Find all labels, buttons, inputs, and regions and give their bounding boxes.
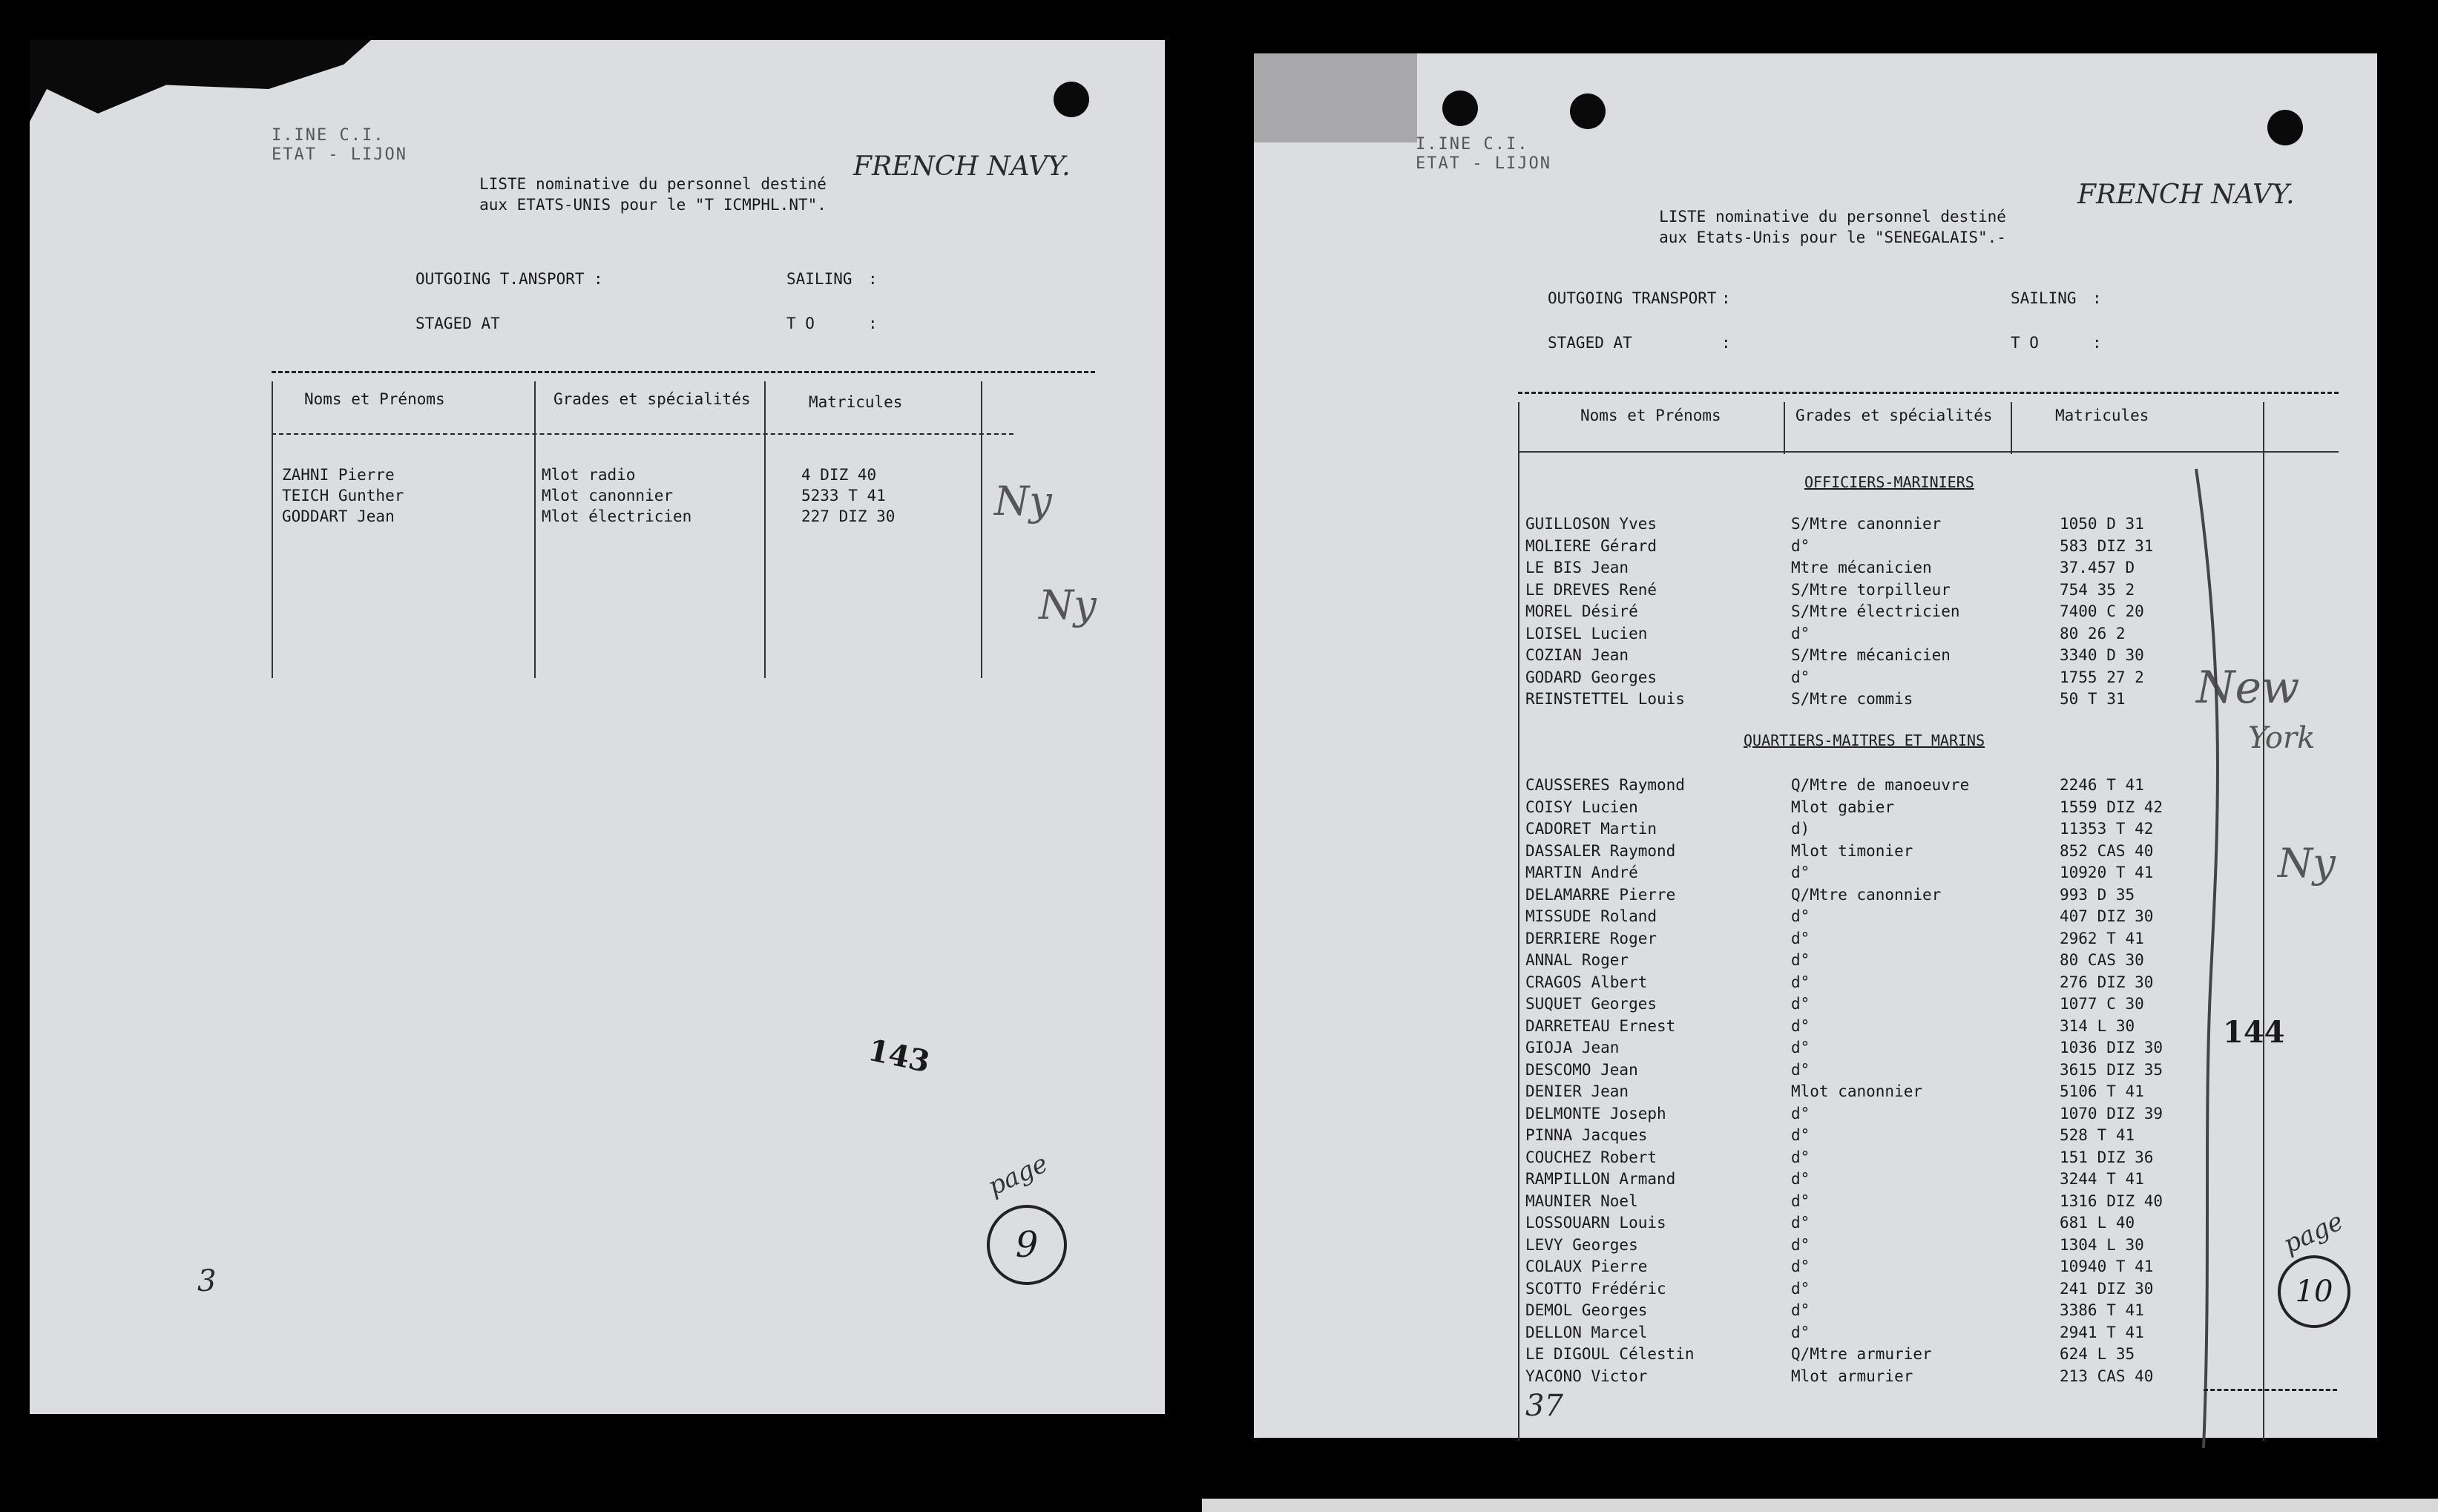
punch-hole	[1570, 93, 1606, 129]
cell-grade: S/Mtre commis	[1791, 690, 1913, 708]
cell-mat: 1070 DIZ 39	[2060, 1104, 2163, 1123]
cell-grade: d°	[1791, 973, 1810, 991]
cell-name: CADORET Martin	[1525, 820, 1657, 838]
cell-mat: 1755 27 2	[2060, 668, 2144, 686]
handwritten-initials: Ny	[994, 478, 1052, 525]
staged-at-label: STAGED AT	[415, 315, 500, 332]
header-grades: Grades et spécialités	[1795, 407, 1993, 424]
cell-mat: 528 T 41	[2060, 1126, 2135, 1144]
cell-name: COUCHEZ Robert	[1525, 1148, 1657, 1166]
cell-name: GODARD Georges	[1525, 668, 1657, 686]
smudge	[1254, 53, 1417, 142]
cell-grade: d°	[1791, 624, 1810, 642]
outgoing-transport-label: OUTGOING T.ANSPORT	[415, 270, 585, 288]
cell-grade: d°	[1791, 1235, 1810, 1254]
cell-name: CAUSSERES Raymond	[1525, 776, 1685, 794]
circled-page-number: 9	[987, 1205, 1067, 1285]
list-title: LISTE nominative du personnel destiné aux ETATS-UNIS pour le "T ICMPHL.NT".	[479, 175, 827, 214]
handwritten-page-label: page	[2278, 1206, 2348, 1260]
cell-mat: 1304 L 30	[2060, 1235, 2144, 1254]
cell-name: DERRIERE Roger	[1525, 929, 1657, 947]
cell-name: LEVY Georges	[1525, 1235, 1638, 1254]
cell-grade: d°	[1791, 1258, 1810, 1275]
cell-name: LE DREVES René	[1525, 580, 1657, 599]
cell-mat: 754 35 2	[2060, 580, 2135, 599]
cell-name: MISSUDE Roland	[1525, 907, 1657, 925]
staged-at-label: STAGED AT	[1548, 334, 1632, 352]
cell-mat: 7400 C 20	[2060, 602, 2144, 620]
cell-mat: 852 CAS 40	[2060, 841, 2154, 860]
cell-grade: S/Mtre canonnier	[1791, 515, 1942, 533]
table-top-rule	[1518, 392, 2339, 394]
header-matricules: Matricules	[2055, 407, 2149, 424]
cell-grade: d°	[1791, 668, 1810, 686]
cell-mat: 10940 T 41	[2060, 1258, 2154, 1275]
cell-grade: d°	[1791, 1126, 1810, 1144]
cell-name: LOSSOUARN Louis	[1525, 1214, 1666, 1232]
handwritten-initials: Ny	[1039, 582, 1097, 628]
cell-mat: 241 DIZ 30	[2060, 1279, 2154, 1298]
cell-name: DESCOMO Jean	[1525, 1060, 1638, 1079]
cell-grade: Mtre mécanicien	[1791, 559, 1932, 576]
cell-name: MAUNIER Noel	[1525, 1191, 1638, 1210]
handwritten-bracket	[2189, 454, 2233, 1463]
cell-grade: S/Mtre torpilleur	[1791, 580, 1951, 599]
cell-grade: d°	[1791, 995, 1810, 1013]
cell-name: COISY Lucien	[1525, 798, 1638, 816]
cell-mat: 2962 T 41	[2060, 929, 2144, 947]
cell-grade: d°	[1791, 1148, 1810, 1166]
cell-grade: Q/Mtre de manoeuvre	[1791, 776, 1970, 794]
cell-grade: d°	[1791, 1191, 1810, 1210]
page-number: 144	[2223, 1015, 2285, 1050]
adjacent-sheet-edge	[1202, 1499, 2438, 1512]
cell-mat: 11353 T 42	[2060, 820, 2154, 838]
margin-note: 37	[1525, 1389, 1563, 1423]
outgoing-transport-label: OUTGOING TRANSPORT	[1548, 289, 1717, 307]
handwritten-page-label: page	[983, 1148, 1053, 1202]
cell-mat: 213 CAS 40	[2060, 1367, 2154, 1385]
cell-mat: 993 D 35	[2060, 885, 2135, 904]
cell-name: COLAUX Pierre	[1525, 1258, 1648, 1275]
handwritten-note: New	[2196, 662, 2300, 714]
stamp: I.INE C.I. ETAT - LIJON	[272, 126, 407, 164]
cell-grade: d°	[1791, 907, 1810, 925]
cell-grade: d°	[1791, 536, 1810, 555]
cell-mat: 3340 D 30	[2060, 646, 2144, 664]
cell-name: DEMOL Georges	[1525, 1301, 1648, 1319]
cell-name: YACONO Victor	[1525, 1367, 1648, 1385]
cell-mat: 50 T 31	[2060, 690, 2126, 708]
handwritten-french-navy: FRENCH NAVY.	[2077, 180, 2295, 210]
cell-mat: 407 DIZ 30	[2060, 907, 2154, 925]
cell-grade: d°	[1791, 1016, 1810, 1035]
cell-grade: d°	[1791, 1323, 1810, 1341]
cell-grade: d°	[1791, 864, 1810, 881]
cell-name: MARTIN André	[1525, 864, 1638, 881]
cell-mat: 1050 D 31	[2060, 515, 2144, 533]
cell-name: DARRETEAU Ernest	[1525, 1016, 1676, 1035]
cell-name: MOLIERE Gérard	[1525, 536, 1657, 555]
cell-mat: 681 L 40	[2060, 1214, 2135, 1232]
cell-mat: 2246 T 41	[2060, 776, 2144, 794]
cell-mat: 10920 T 41	[2060, 864, 2154, 881]
cell-mat: 276 DIZ 30	[2060, 973, 2154, 991]
header-rule	[272, 433, 1013, 435]
header-grades: Grades et spécialités	[553, 390, 751, 408]
cell-mat: 624 L 35	[2060, 1345, 2135, 1363]
cell-mat: 80 CAS 30	[2060, 951, 2144, 969]
cell-name: DELMONTE Joseph	[1525, 1104, 1666, 1123]
cell-grade: Mlot armurier	[1791, 1367, 1913, 1385]
cell-mat: 314 L 30	[2060, 1016, 2135, 1035]
cell-name: CRAGOS Albert	[1525, 973, 1648, 991]
section-heading: QUARTIERS-MAITRES ET MARINS	[1744, 732, 1985, 749]
cell-mat: 37.457 D	[2060, 559, 2135, 576]
cell-name: COZIAN Jean	[1525, 646, 1629, 664]
cell-grade: Mlot timonier	[1791, 841, 1913, 860]
cell-name: LE DIGOUL Célestin	[1525, 1345, 1695, 1363]
header-rule	[1518, 451, 2339, 453]
cell-name: DELAMARRE Pierre	[1525, 885, 1676, 904]
cell-grade: S/Mtre électricien	[1791, 602, 1960, 620]
to-label: T O	[2011, 334, 2039, 352]
cell-grade: Q/Mtre canonnier	[1791, 885, 1942, 904]
cell-name: PINNA Jacques	[1525, 1126, 1648, 1144]
cell-name: DASSALER Raymond	[1525, 841, 1676, 860]
cell-mat: 3615 DIZ 35	[2060, 1060, 2163, 1079]
cell-name: ANNAL Roger	[1525, 951, 1629, 969]
sailing-label: SAILING	[786, 270, 852, 288]
cell-grade: Q/Mtre armurier	[1791, 1345, 1932, 1363]
cell-name: LE BIS Jean	[1525, 559, 1629, 576]
cell-name: GUILLOSON Yves	[1525, 515, 1657, 533]
cell-grade: d°	[1791, 1104, 1810, 1123]
cell-name: LOISEL Lucien	[1525, 624, 1648, 642]
cell-grade: d°	[1791, 1214, 1810, 1232]
cell-grade: d°	[1791, 951, 1810, 969]
cell-name: SUQUET Georges	[1525, 995, 1657, 1013]
circled-page-number: 10	[2278, 1255, 2350, 1328]
punch-hole	[1442, 91, 1478, 126]
cell-mat: 3386 T 41	[2060, 1301, 2144, 1319]
cell-grade: d°	[1791, 929, 1810, 947]
bottom-rule	[2204, 1389, 2337, 1391]
margin-note: 3	[197, 1264, 217, 1298]
page-number: 143	[865, 1032, 933, 1080]
header-names: Noms et Prénoms	[1580, 407, 1721, 424]
list-title: LISTE nominative du personnel destiné aux Etats-Unis pour le "SENEGALAIS".-	[1659, 208, 2006, 246]
sailing-label: SAILING	[2011, 289, 2077, 307]
header-matricules: Matricules	[809, 393, 903, 411]
handwritten-initials: Ny	[2278, 840, 2336, 887]
cell-grade: Mlot canonnier	[1791, 1082, 1923, 1100]
stamp: I.INE C.I. ETAT - LIJON	[1416, 135, 1551, 173]
handwritten-french-navy: FRENCH NAVY.	[853, 151, 1071, 182]
cell-name: SCOTTO Frédéric	[1525, 1279, 1666, 1298]
cell-name: REINSTETTEL Louis	[1525, 690, 1685, 708]
cell-mat: 1316 DIZ 40	[2060, 1191, 2163, 1210]
cell-mat: 3244 T 41	[2060, 1170, 2144, 1188]
cell-grade: d°	[1791, 1279, 1810, 1298]
cell-name: MOREL Désiré	[1525, 602, 1638, 620]
cell-mat: 1559 DIZ 42	[2060, 798, 2163, 816]
cell-mat: 1036 DIZ 30	[2060, 1039, 2163, 1056]
cell-mat: 1077 C 30	[2060, 995, 2144, 1013]
document-page-right: I.INE C.I. ETAT - LIJON LISTE nominative du personnel destiné aux Etats-Unis pour le "SENEGALAIS".- FRENCH NAVY. OUTGOING TRANSPORT : SAILING : STAGED AT : T O : Noms et Prénoms Grades et spécialités Matricules OFFICIERS-MARINIERS GUILLOSON Yves S/Mtre canonnier 1050 D 31 MOLIERE Gérard d° 583 DIZ 31 LE BIS Jean Mtre mécanicien 37.457 D LE DREVES René S/Mtre torpilleur 754 35 2 MOREL Désiré S/Mtre électricien 7400 C 20 LOISEL Lucien d° 80 26 2 COZIAN Jean S/Mtre mécanicien 3340 D 30 GODARD Georges d° 1755 27 2 REINSTETTEL Louis S/Mtre commis 50 T 31 QUARTIERS-MAITRES ET MARINS CAUSSERES Raymond Q/Mtre de manoeuvre 2246 T 41 COISY Lucien Mlot gabier 1559 DIZ 42 CADORET Martin d) 11353 T 42 DASSALER Raymond Mlot timonier 852 CAS 40 MARTIN André d° 10920 T 41 DELAMARRE Pierre Q/Mtre canonnier 993 D 35 MISSUDE Roland d° 407 DIZ 30 DERRIERE Roger d° 2962 T 41 ANNAL Roger d° 80 CAS 30 CRAGOS Albert d° 276 DIZ 30 SUQUET Georges d° 1077 C 30 DARRETEAU Ernest d° 314 L 30 GIOJA Jean d° 1036 DIZ 30 DESCOMO Jean d° 3615 DIZ 35 DENIER Jean Mlot canonnier 5106 T 41 DELMONTE Joseph d° 1070 DIZ 39 PINNA Jacques d° 528 T 41 COUCHEZ Robert d° 151 DIZ 36 RAMPILLON Armand d° 3244 T 41 MAUNIER Noel d° 1316 DIZ 40 LOSSOUARN Louis d° 681 L 40 LEVY Georges d° 1304 L 30 COLAUX Pierre d° 10940 T 41 SCOTTO Frédéric d° 241 DIZ 30 DEMOL Georges d° 3386 T 41 DELLON Marcel d° 2941 T 41 LE DIGOUL Célestin Q/Mtre armurier 624 L 35 YACONO Victor Mlot armurier 213 CAS 40 New York Ny 144 page 10 37	[1254, 53, 2377, 1438]
cell-grade: d°	[1791, 1060, 1810, 1079]
cell-mat: 151 DIZ 36	[2060, 1148, 2154, 1166]
cell-mat: 5106 T 41	[2060, 1082, 2144, 1100]
header-names: Noms et Prénoms	[304, 390, 445, 408]
handwritten-note: York	[2248, 721, 2316, 755]
to-label: T O	[786, 315, 815, 332]
cell-name: DELLON Marcel	[1525, 1323, 1648, 1341]
cell-grade: d°	[1791, 1170, 1810, 1188]
cell-grade: Mlot gabier	[1791, 798, 1895, 816]
cell-grade: d°	[1791, 1039, 1810, 1056]
document-page-left: I.INE C.I. ETAT - LIJON LISTE nominative du personnel destiné aux ETATS-UNIS pour le "T ICMPHL.NT". FRENCH NAVY. OUTGOING T.ANSPORT : SAILING : STAGED AT T O : Noms et Prénoms Grades et spécialités Matricules ZAHNI Pierre Mlot radio 4 DIZ 40 TEICH Gunther Mlot canonnier 5233 T 41 GODDART Jean Mlot électricien 227 DIZ 30 Ny Ny 143 page 9 3	[30, 40, 1165, 1414]
cell-grade: d)	[1791, 820, 1810, 838]
cell-name: DENIER Jean	[1525, 1082, 1629, 1100]
punch-hole	[1054, 82, 1089, 117]
cell-mat: 80 26 2	[2060, 624, 2126, 642]
cell-grade: S/Mtre mécanicien	[1791, 646, 1951, 664]
cell-grade: d°	[1791, 1301, 1810, 1319]
cell-name: RAMPILLON Armand	[1525, 1170, 1676, 1188]
cell-mat: 2941 T 41	[2060, 1323, 2144, 1341]
cell-name: GIOJA Jean	[1525, 1039, 1620, 1056]
punch-hole	[2267, 110, 2303, 145]
cell-mat: 583 DIZ 31	[2060, 536, 2154, 555]
table-top-rule	[272, 371, 1095, 373]
section-heading: OFFICIERS-MARINIERS	[1804, 473, 1974, 491]
torn-corner	[30, 40, 371, 122]
